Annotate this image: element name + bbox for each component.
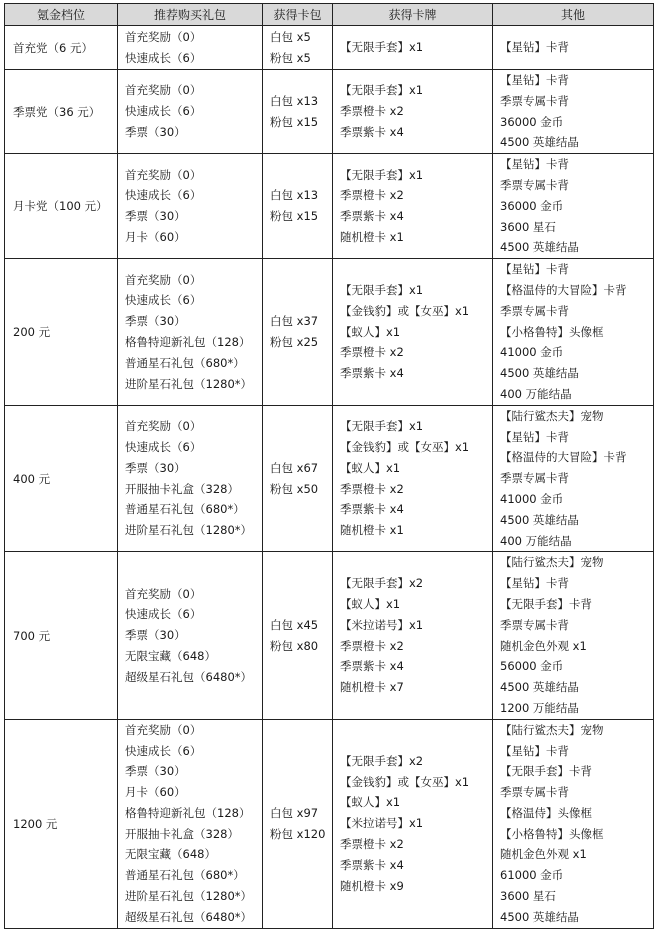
other-item: 季票专属卡背 [500, 785, 569, 800]
card-pack-item: 白包 x37 [270, 314, 319, 329]
card-item: 季票紫卡 x4 [340, 502, 404, 517]
table-row [5, 405, 654, 552]
pack-item: 无限宝藏（648） [125, 847, 216, 862]
other-item: 400 万能结晶 [500, 386, 572, 401]
other-cell [493, 405, 654, 552]
other-item: 4500 英雄结晶 [500, 909, 579, 924]
card-pack-item: 白包 x13 [270, 93, 319, 108]
tier-cell: 200 元 [5, 259, 118, 406]
tier-cell: 700 元 [5, 552, 118, 719]
card-item: 季票橙卡 x2 [340, 104, 404, 119]
card-pack-item: 白包 x67 [270, 460, 319, 475]
recommended-packs-cell [118, 154, 263, 259]
pack-item: 季票（30） [125, 209, 186, 224]
pack-item: 快速成长（6） [125, 743, 202, 758]
pack-item: 普通星石礼包（680*） [125, 868, 245, 883]
tier-cell: 1200 元 [5, 719, 118, 928]
cards-cell [333, 552, 493, 719]
pack-item: 月卡（60） [125, 785, 186, 800]
card-item: 【金钱豹】或【女巫】x1 [340, 303, 470, 318]
other-item: 4500 英雄结晶 [500, 135, 579, 150]
other-item: 41000 金币 [500, 491, 564, 506]
pack-item: 首充奖励（0） [125, 167, 202, 182]
pack-item: 格鲁特迎新礼包（128） [125, 805, 251, 820]
card-item: 季票紫卡 x4 [340, 366, 404, 381]
other-item: 随机金色外观 x1 [500, 847, 587, 862]
pack-item: 开服抽卡礼盒（328） [125, 481, 239, 496]
other-item: 【星钻】卡背 [500, 262, 569, 277]
other-item: 季票专属卡背 [500, 471, 569, 486]
cards-cell [333, 719, 493, 928]
other-item: 【星钻】卡背 [500, 73, 569, 87]
header-recommended-packs: 推荐购买礼包 [118, 4, 263, 26]
pack-item: 超级星石礼包（6480*） [125, 669, 253, 684]
pack-item: 首充奖励（0） [125, 722, 202, 737]
card-item: 季票紫卡 x4 [340, 124, 404, 139]
recommended-packs-cell [118, 719, 263, 928]
other-item: 【无限手套】卡背 [500, 596, 592, 611]
tier-cell: 400 元 [5, 405, 118, 552]
other-item: 【格温侍的大冒险】卡背 [500, 282, 627, 297]
card-packs-cell [263, 405, 333, 552]
card-pack-item: 白包 x45 [270, 617, 319, 632]
pack-item: 季票（30） [125, 764, 186, 779]
card-item: 【金钱豹】或【女巫】x1 [340, 774, 470, 789]
card-pack-item: 粉包 x80 [270, 638, 319, 653]
pack-item: 快速成长（6） [125, 439, 202, 454]
other-cell [493, 552, 654, 719]
other-item: 36000 金币 [500, 198, 564, 213]
recommended-packs-cell [118, 259, 263, 406]
recommended-packs-cell [118, 552, 263, 719]
spending-tier-table [4, 3, 654, 929]
other-cell [493, 154, 654, 259]
card-pack-item: 粉包 x15 [270, 114, 319, 129]
card-item: 随机橙卡 x1 [340, 523, 404, 538]
card-pack-item: 粉包 x5 [270, 50, 311, 65]
header-row [5, 4, 654, 26]
card-item: 【金钱豹】或【女巫】x1 [340, 439, 470, 454]
other-item: 4500 英雄结晶 [500, 680, 579, 695]
other-item: 【陆行鲨杰夫】宠物 [500, 555, 604, 570]
cards-cell [333, 26, 493, 70]
card-packs-cell [263, 259, 333, 406]
card-item: 季票橙卡 x2 [340, 638, 404, 653]
card-packs-cell [263, 70, 333, 154]
pack-item: 快速成长（6） [125, 293, 202, 308]
other-item: 季票专属卡背 [500, 303, 569, 318]
other-item: 36000 金币 [500, 114, 564, 129]
card-pack-item: 白包 x97 [270, 805, 319, 820]
pack-item: 快速成长（6） [125, 104, 202, 119]
pack-item: 季票（30） [125, 460, 186, 475]
pack-item: 首充奖励（0） [125, 586, 202, 601]
card-pack-item: 粉包 x50 [270, 481, 319, 496]
pack-item: 首充奖励（0） [125, 29, 202, 44]
card-packs-cell [263, 719, 333, 928]
pack-item: 普通星石礼包（680*） [125, 355, 245, 370]
table-row [5, 552, 654, 719]
other-item: 【星钻】卡背 [500, 157, 569, 172]
card-pack-item: 粉包 x120 [270, 826, 326, 841]
pack-item: 超级星石礼包（6480*） [125, 909, 253, 924]
other-item: 【小格鲁特】头像框 [500, 826, 604, 841]
other-item: 季票专属卡背 [500, 617, 569, 632]
tier-cell: 月卡党（100 元） [5, 154, 118, 259]
pack-item: 首充奖励（0） [125, 272, 202, 287]
card-item: 【米拉诺号】x1 [340, 617, 424, 632]
other-item: 【陆行鲨杰夫】宠物 [500, 722, 604, 737]
pack-item: 进阶星石礼包（1280*） [125, 376, 253, 391]
other-item: 400 万能结晶 [500, 533, 572, 548]
pack-item: 开服抽卡礼盒（328） [125, 826, 239, 841]
other-cell [493, 70, 654, 154]
card-pack-item: 白包 x13 [270, 188, 319, 203]
header-card-packs: 获得卡包 [263, 4, 333, 26]
cards-cell [333, 259, 493, 406]
card-item: 【无限手套】x1 [340, 40, 424, 55]
pack-item: 进阶星石礼包（1280*） [125, 523, 253, 538]
pack-item: 首充奖励（0） [125, 83, 202, 98]
recommended-packs-cell [118, 26, 263, 70]
other-item: 季票专属卡背 [500, 177, 569, 192]
other-item: 3600 星石 [500, 219, 556, 234]
pack-item: 快速成长（6） [125, 607, 202, 622]
other-item: 【格温侍的大冒险】卡背 [500, 450, 627, 465]
cards-cell [333, 405, 493, 552]
pack-item: 月卡（60） [125, 229, 186, 244]
pack-item: 季票（30） [125, 628, 186, 643]
other-item: 61000 金币 [500, 868, 564, 883]
other-item: 【星钻】卡背 [500, 40, 569, 55]
card-item: 季票紫卡 x4 [340, 209, 404, 224]
card-packs-cell [263, 26, 333, 70]
card-item: 随机橙卡 x1 [340, 229, 404, 244]
card-item: 季票橙卡 x2 [340, 345, 404, 360]
card-item: 季票橙卡 x2 [340, 481, 404, 496]
card-item: 【无限手套】x1 [340, 419, 424, 434]
card-item: 【无限手套】x2 [340, 753, 424, 768]
recommended-packs-cell [118, 405, 263, 552]
pack-item: 季票（30） [125, 314, 186, 329]
card-item: 【蚁人】x1 [340, 324, 401, 339]
header-cards: 获得卡牌 [333, 4, 493, 26]
other-item: 56000 金币 [500, 659, 564, 674]
card-item: 【无限手套】x1 [340, 83, 424, 98]
card-item: 季票紫卡 x4 [340, 659, 404, 674]
pack-item: 季票（30） [125, 124, 186, 139]
card-item: 【蚁人】x1 [340, 596, 401, 611]
other-cell [493, 259, 654, 406]
table-row [5, 26, 654, 70]
card-item: 【无限手套】x2 [340, 576, 424, 591]
card-packs-cell [263, 154, 333, 259]
header-other: 其他 [493, 4, 654, 26]
pack-item: 首充奖励（0） [125, 419, 202, 434]
card-item: 季票橙卡 x2 [340, 188, 404, 203]
card-pack-item: 白包 x5 [270, 29, 311, 44]
other-item: 【星钻】卡背 [500, 743, 569, 758]
other-item: 【格温侍】头像框 [500, 805, 592, 820]
cards-cell [333, 154, 493, 259]
other-item: 【陆行鲨杰夫】宠物 [500, 408, 604, 423]
card-item: 【蚁人】x1 [340, 460, 401, 475]
other-item: 季票专属卡背 [500, 93, 569, 108]
card-item: 【蚁人】x1 [340, 795, 401, 810]
other-cell [493, 26, 654, 70]
pack-item: 普通星石礼包（680*） [125, 502, 245, 517]
other-item: 随机金色外观 x1 [500, 638, 587, 653]
pack-item: 快速成长（6） [125, 188, 202, 203]
card-item: 【无限手套】x1 [340, 167, 424, 182]
card-item: 【无限手套】x1 [340, 282, 424, 297]
card-item: 随机橙卡 x7 [340, 680, 404, 695]
table-row [5, 154, 654, 259]
other-item: 【小格鲁特】头像框 [500, 324, 604, 339]
pack-item: 格鲁特迎新礼包（128） [125, 334, 251, 349]
other-cell [493, 719, 654, 928]
card-item: 【米拉诺号】x1 [340, 816, 424, 831]
card-item: 随机橙卡 x9 [340, 878, 404, 893]
card-item: 季票紫卡 x4 [340, 857, 404, 872]
card-packs-cell [263, 552, 333, 719]
card-pack-item: 粉包 x15 [270, 209, 319, 224]
other-item: 4500 英雄结晶 [500, 512, 579, 527]
tier-cell: 季票党（36 元） [5, 70, 118, 154]
other-item: 【星钻】卡背 [500, 429, 569, 444]
table-row [5, 70, 654, 154]
recommended-packs-cell [118, 70, 263, 154]
header-tier: 氪金档位 [5, 4, 118, 26]
tier-cell: 首充党（6 元） [5, 26, 118, 70]
table-row [5, 719, 654, 928]
other-item: 1200 万能结晶 [500, 700, 579, 715]
other-item: 41000 金币 [500, 345, 564, 360]
other-item: 【星钻】卡背 [500, 576, 569, 591]
table-row [5, 259, 654, 406]
table-body [5, 26, 654, 929]
pack-item: 快速成长（6） [125, 50, 202, 65]
other-item: 4500 英雄结晶 [500, 366, 579, 381]
pack-item: 进阶星石礼包（1280*） [125, 889, 253, 904]
other-item: 【无限手套】卡背 [500, 764, 592, 779]
card-pack-item: 粉包 x25 [270, 334, 319, 349]
pack-item: 无限宝藏（648） [125, 648, 216, 663]
other-item: 3600 星石 [500, 889, 556, 904]
other-item: 4500 英雄结晶 [500, 240, 579, 255]
cards-cell [333, 70, 493, 154]
card-item: 季票橙卡 x2 [340, 837, 404, 852]
